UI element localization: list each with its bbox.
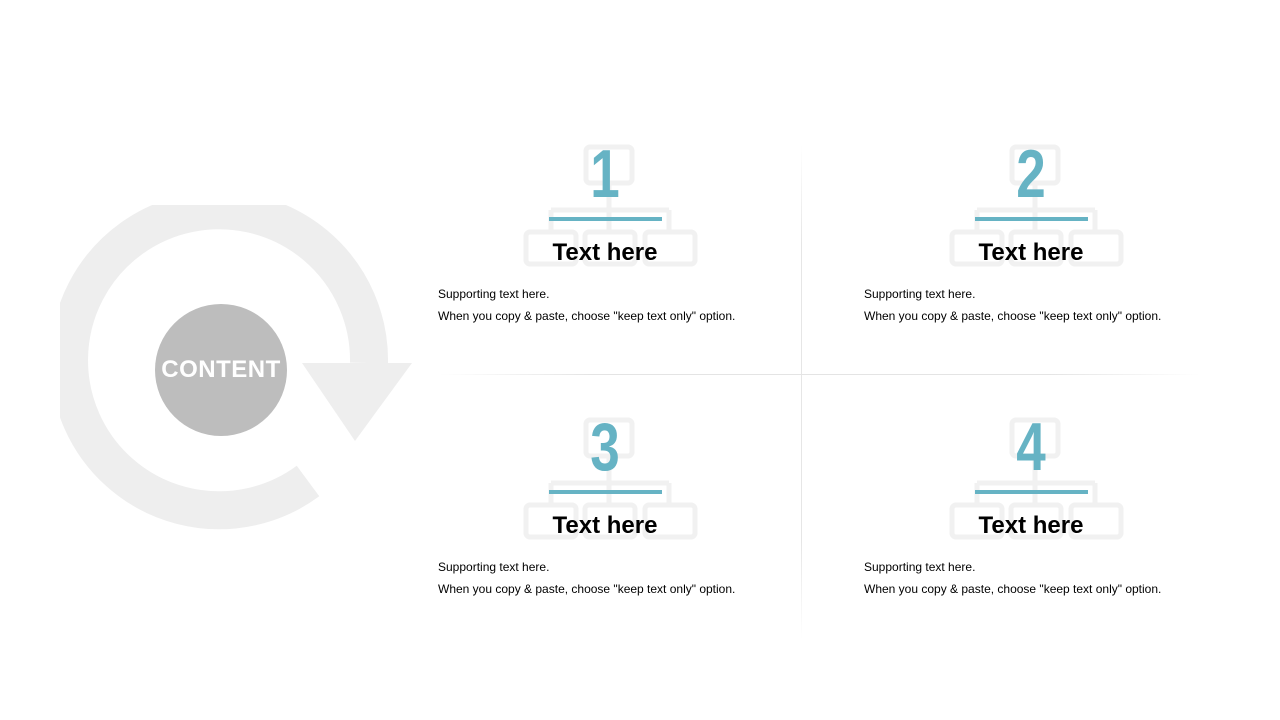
- vertical-divider: [801, 145, 802, 640]
- step-number: 2: [1016, 136, 1046, 212]
- supporting-line-1: Supporting text here.: [438, 287, 550, 301]
- supporting-text: [864, 556, 1224, 600]
- supporting-line-2: When you copy & paste, choose "keep text only" option.: [864, 309, 1162, 323]
- step-title: Text here: [552, 239, 658, 266]
- step-card-4: [851, 409, 1211, 633]
- accent-underline: [975, 217, 1088, 221]
- step-title: Text here: [978, 239, 1084, 266]
- supporting-text: [864, 283, 1224, 327]
- content-circle: [155, 304, 287, 436]
- step-title: Text here: [978, 512, 1084, 539]
- supporting-line-2: When you copy & paste, choose "keep text only" option.: [438, 309, 736, 323]
- accent-underline: [549, 490, 662, 494]
- step-number: 3: [590, 409, 620, 485]
- content-label: CONTENT: [161, 356, 281, 383]
- step-card-1: [425, 136, 785, 360]
- step-title: Text here: [552, 512, 658, 539]
- supporting-text: [438, 556, 798, 600]
- supporting-line-1: Supporting text here.: [864, 560, 976, 574]
- supporting-text: [438, 283, 798, 327]
- cycle-graphic: [60, 205, 420, 535]
- supporting-line-1: Supporting text here.: [438, 560, 550, 574]
- horizontal-divider: [440, 374, 1200, 375]
- step-number: 4: [1016, 409, 1046, 485]
- supporting-line-2: When you copy & paste, choose "keep text only" option.: [864, 582, 1162, 596]
- step-card-2: [851, 136, 1211, 360]
- accent-underline: [975, 490, 1088, 494]
- step-card-3: [425, 409, 785, 633]
- step-number: 1: [590, 136, 620, 212]
- accent-underline: [549, 217, 662, 221]
- supporting-line-2: When you copy & paste, choose "keep text only" option.: [438, 582, 736, 596]
- supporting-line-1: Supporting text here.: [864, 287, 976, 301]
